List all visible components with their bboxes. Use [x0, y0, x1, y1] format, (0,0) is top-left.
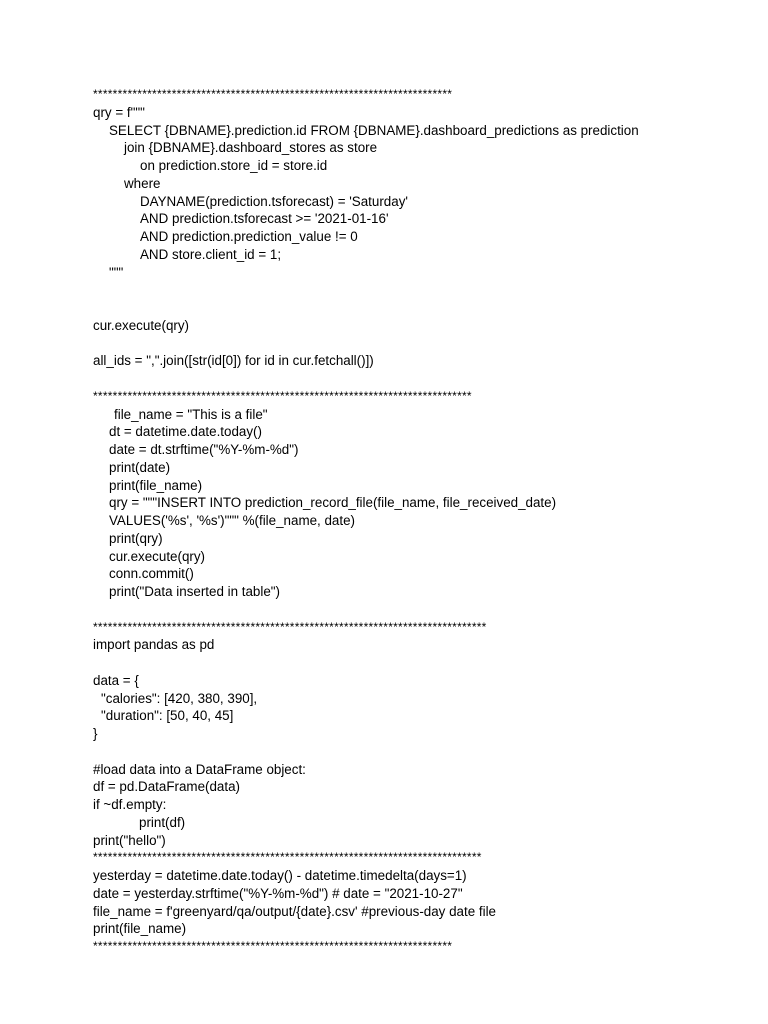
code-line: conn.commit() — [109, 566, 194, 582]
separator-line: ************************************************************************* — [93, 939, 453, 953]
blank-line — [93, 281, 753, 299]
code-line: VALUES('%s', '%s')""" %(file_name, date) — [109, 513, 356, 528]
code-line: file_name = f'greenyard/qa/output/{date}.csv' #previous-day date file — [93, 903, 497, 919]
code-line: file_name = "This is a file" — [114, 406, 268, 422]
code-line: AND prediction.tsforecast >= '2021-01-16' — [140, 211, 389, 227]
code-line: date = yesterday.strftime("%Y-%m-%d") # date = "2021-10-27" — [93, 885, 463, 901]
code-line: print("Data inserted in table") — [109, 584, 281, 599]
code-line: date = dt.strftime("%Y-%m-%d") — [109, 442, 299, 457]
code-line: "duration": [50, 40, 45] — [101, 708, 234, 724]
code-line: join {DBNAME}.dashboard_stores as store — [124, 140, 378, 156]
code-line: cur.execute(qry) — [93, 317, 190, 333]
code-line: } — [93, 726, 98, 741]
code-line: if ~df.empty: — [93, 797, 167, 812]
code-line: qry = """INSERT INTO prediction_record_file(file_name, file_received_date) — [109, 495, 557, 511]
code-line: """ — [109, 264, 124, 280]
code-line: on prediction.store_id = store.id — [140, 158, 328, 173]
code-line: print(file_name) — [109, 477, 203, 493]
code-line: #load data into a DataFrame object: — [93, 761, 306, 777]
blank-line — [93, 743, 753, 761]
blank-line — [93, 601, 753, 619]
separator-line: ************************************************************************* — [93, 87, 453, 101]
code-line: import pandas as pd — [93, 637, 215, 653]
blank-line — [93, 370, 753, 388]
code-line: SELECT {DBNAME}.prediction.id FROM {DBNAME}.dashboard_predictions as prediction — [109, 122, 639, 138]
separator-line: ******************************************************************************* — [93, 850, 482, 865]
code-line: where — [124, 175, 161, 191]
code-line: yesterday = datetime.date.today() - datetime.timedelta(days=1) — [93, 868, 467, 883]
code-line: AND prediction.prediction_value != 0 — [140, 229, 358, 244]
blank-line — [93, 299, 753, 317]
code-line: df = pd.DataFrame(data) — [93, 779, 240, 795]
code-document — [93, 86, 753, 956]
code-line: qry = f""" — [93, 104, 145, 120]
code-line: print(df) — [139, 814, 186, 830]
separator-line: ***************************************************************************** — [93, 388, 472, 403]
separator-line: ******************************************************************************** — [93, 619, 487, 634]
code-line: AND store.client_id = 1; — [140, 246, 282, 262]
code-line: DAYNAME(prediction.tsforecast) = 'Saturday' — [140, 193, 408, 209]
code-line: "calories": [420, 380, 390], — [101, 690, 258, 706]
code-line: data = { — [93, 672, 139, 688]
blank-line — [93, 654, 753, 672]
code-line: print(qry) — [109, 530, 163, 546]
blank-line — [93, 335, 753, 353]
code-line: all_ids = ",".join([str(id[0]) for id in cur.fetchall()]) — [93, 353, 374, 369]
code-line: cur.execute(qry) — [109, 548, 206, 564]
code-line: print("hello") — [93, 832, 166, 848]
code-line: print(date) — [109, 459, 171, 475]
code-line: print(file_name) — [93, 921, 187, 937]
code-line: dt = datetime.date.today() — [109, 424, 262, 440]
